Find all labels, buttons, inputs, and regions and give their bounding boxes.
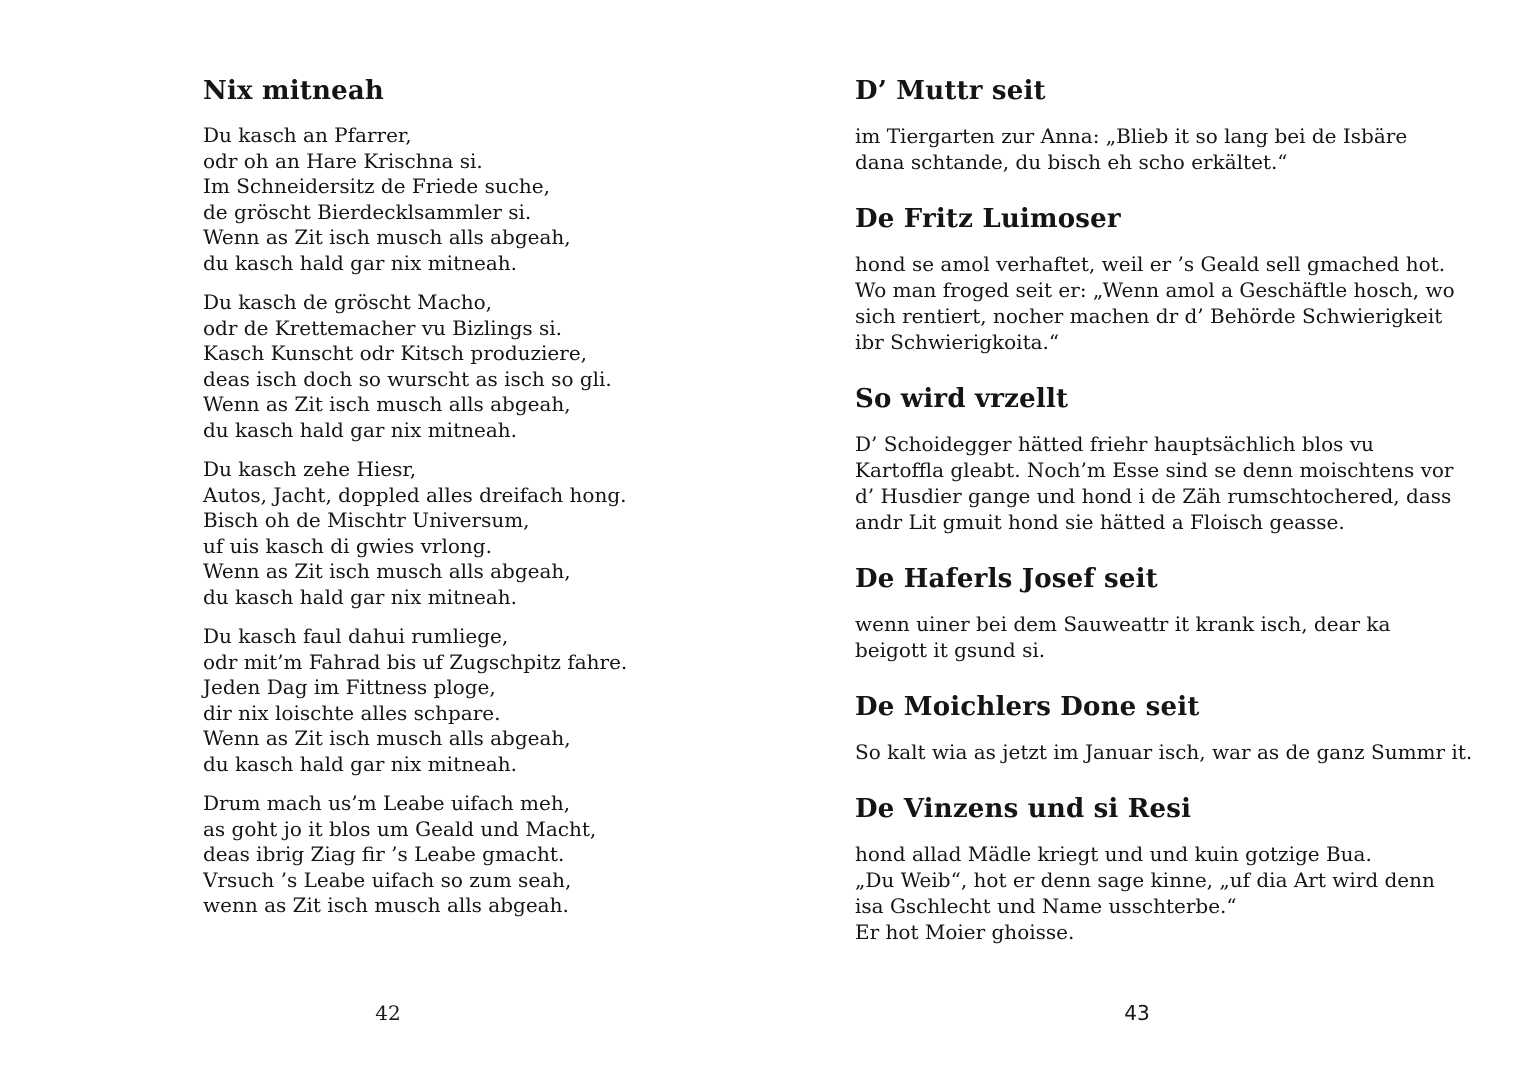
poem-line: odr oh an Hare Krischna si.: [203, 148, 483, 173]
prose-line: wenn uiner bei dem Sauweattr it krank isch, dear ka: [855, 612, 1391, 636]
poem-line: odr mit’m Fahrad bis uf Zugschpitz fahre.: [203, 649, 628, 674]
prose-line: „Du Weib“, hot er denn sage kinne, „uf dia Art wird denn: [855, 868, 1435, 892]
poem-line: Du kasch de gröscht Macho,: [203, 290, 493, 314]
prose-line: hond allad Mädle kriegt und und kuin gotzige Bua.: [855, 842, 1372, 866]
poem-line: Wenn as Zit isch musch alls abgeah,: [203, 392, 571, 416]
section-heading: So wird vrzellt: [855, 384, 1069, 414]
page-number-left: 42: [375, 1001, 401, 1025]
poem-title: Nix mitneah: [203, 76, 384, 106]
poem-line: Drum mach us’m Leabe uifach meh,: [203, 791, 571, 815]
section-de-moichlers-done-seit: [855, 692, 1473, 765]
poem-line: du kasch hald gar nix mitneah.: [203, 417, 517, 442]
section-de-vinzens-und-si-resi: [855, 794, 1465, 945]
section-d-muttr-seit: [855, 76, 1465, 175]
prose-line: hond se amol verhaftet, weil er ’s Geald sell gmached hot.: [855, 252, 1446, 276]
section-de-fritz-luimoser: [855, 204, 1465, 355]
poem-stanza-5: [203, 791, 683, 919]
poem-line: Kasch Kunscht odr Kitsch produziere,: [203, 341, 588, 365]
poem-line: Autos, Jacht, doppled alles dreifach hong.: [203, 482, 627, 507]
prose-line: im Tiergarten zur Anna: „Blieb it so lang bei de Isbäre: [855, 124, 1408, 148]
prose-line: So kalt wia as jetzt im Januar isch, war as de ganz Summr it.: [855, 740, 1473, 764]
poem-line: as goht jo it blos um Geald und Macht,: [203, 816, 597, 841]
poem-line: deas isch doch so wurscht as isch so gli.: [203, 366, 612, 391]
poem-stanza-3: [203, 457, 683, 610]
prose-line: andr Lit gmuit hond sie hätted a Floisch geasse.: [855, 510, 1345, 534]
section-heading: De Vinzens und si Resi: [855, 794, 1192, 824]
section-heading: D’ Muttr seit: [855, 76, 1046, 106]
poem-stanza-1: [203, 123, 683, 276]
section-so-wird-vrzellt: [855, 384, 1465, 535]
prose-line: Wo man froged seit er: „Wenn amol a Geschäftle hosch, wo: [855, 278, 1455, 302]
prose-line: Kartoffla gleabt. Noch’m Esse sind se denn moischtens vor: [855, 458, 1454, 482]
section-heading: De Moichlers Done seit: [855, 692, 1200, 722]
poem-line: deas ibrig Ziag fir ’s Leabe gmacht.: [203, 842, 565, 866]
prose-line: d’ Husdier gange und hond i de Zäh rumschtochered, dass: [855, 484, 1452, 508]
poem-line: Wenn as Zit isch musch alls abgeah,: [203, 559, 571, 583]
prose-line: beigott it gsund si.: [855, 638, 1046, 662]
poem-line: Vrsuch ’s Leabe uifach so zum seah,: [203, 867, 572, 892]
prose-line: D’ Schoidegger hätted friehr hauptsächlich blos vu: [855, 432, 1374, 456]
poem-line: Wenn as Zit isch musch alls abgeah,: [203, 225, 571, 249]
poem-stanza-2: [203, 290, 683, 443]
poem-line: du kasch hald gar nix mitneah.: [203, 584, 517, 609]
prose-line: ibr Schwierigkoita.“: [855, 330, 1060, 354]
section-heading: De Haferls Josef seit: [855, 564, 1158, 594]
poem-line: du kasch hald gar nix mitneah.: [203, 751, 517, 776]
poem-line: du kasch hald gar nix mitneah.: [203, 250, 517, 275]
page-right: [855, 76, 1473, 945]
prose-line: isa Gschlecht und Name usschterbe.“: [855, 894, 1237, 918]
poem-line: Im Schneidersitz de Friede suche,: [203, 174, 550, 198]
prose-line: dana schtande, du bisch eh scho erkältet.“: [855, 150, 1288, 174]
poem-line: Bisch oh de Mischtr Universum,: [203, 508, 530, 532]
poem-line: Du kasch faul dahui rumliege,: [203, 624, 509, 648]
section-heading: De Fritz Luimoser: [855, 204, 1121, 234]
poem-line: odr de Krettemacher vu Bizlings si.: [203, 315, 563, 340]
poem-line: de gröscht Bierdecklsammler si.: [203, 199, 532, 224]
prose-line: sich rentiert, nocher machen dr d’ Behörde Schwierigkeit: [855, 304, 1443, 328]
poem-line: uf uis kasch di gwies vrlong.: [203, 533, 492, 558]
page-number-right: 43: [1124, 1001, 1150, 1025]
poem-line: Du kasch zehe Hiesr,: [203, 457, 417, 481]
poem-line: Jeden Dag im Fittness ploge,: [203, 675, 496, 699]
poem-line: Du kasch an Pfarrer,: [203, 123, 412, 147]
poem-line: wenn as Zit isch musch alls abgeah.: [203, 893, 569, 917]
page-left: [203, 76, 683, 933]
poem-line: dir nix loischte alles schpare.: [203, 700, 501, 725]
section-de-haferls-josef-seit: [855, 564, 1465, 663]
poem-stanza-4: [203, 624, 683, 777]
poem-line: Wenn as Zit isch musch alls abgeah,: [203, 726, 571, 750]
prose-line: Er hot Moier ghoisse.: [855, 920, 1075, 944]
